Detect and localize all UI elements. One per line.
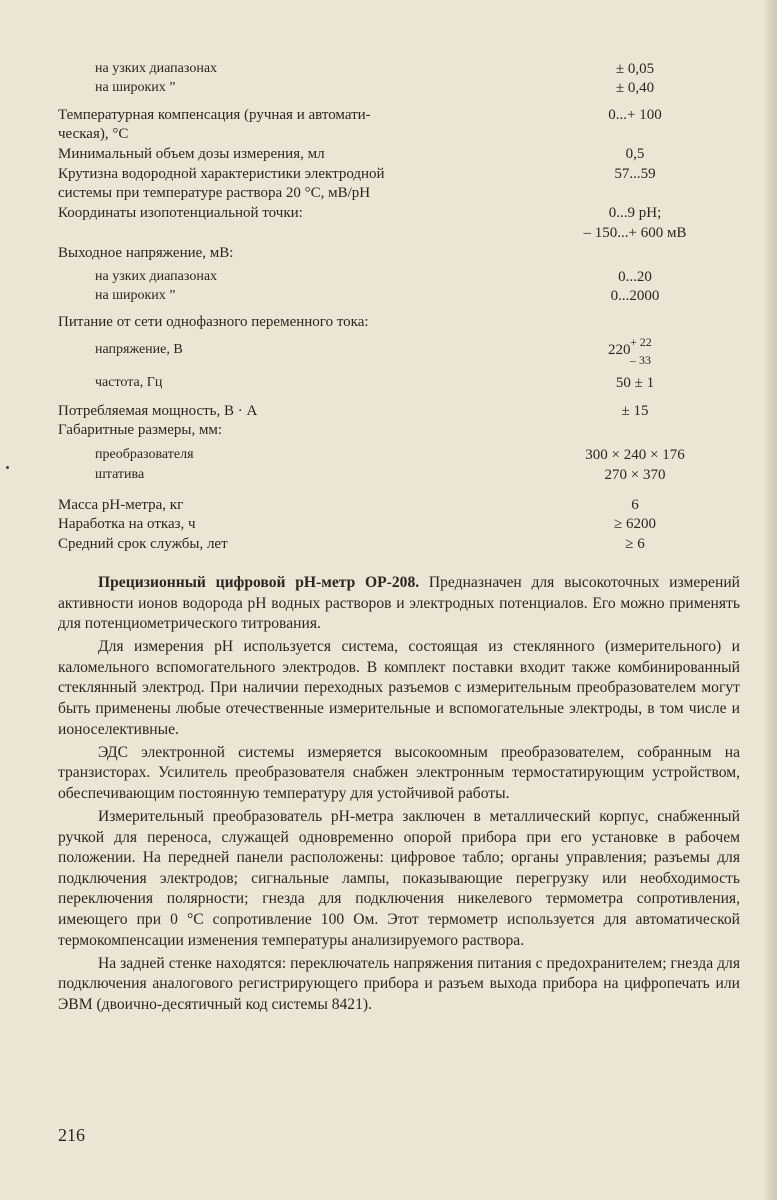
spec-value: 0...2000 [610, 288, 660, 304]
body-text [58, 573, 740, 1018]
spec-label: на широких ” [95, 80, 176, 95]
spec-value: 0...9 pH; [608, 205, 662, 221]
page-edge-shadow [763, 0, 777, 1200]
spec-label: Температурная компенсация (ручная и автомати- [58, 107, 371, 123]
paragraph: На задней стенке находятся: переключатель напряжения питания с предохранителем; гнезда для подключения аналогового регистрирующего прибора и разъем выхода прибора на цифропечать или ЭВМ (двоично-десятичный код системы 8421). [58, 954, 740, 1013]
spec-value: 0,5 [625, 146, 645, 162]
spec-value: 220 [608, 342, 631, 358]
spec-label: Наработка на отказ, ч [58, 516, 196, 532]
spec-label: Минимальный объем дозы измерения, мл [58, 146, 325, 162]
spec-label: частота, Гц [95, 375, 163, 390]
spec-label: преобразователя [95, 447, 194, 462]
paragraph: Измерительный преобразователь pH-метра заключен в металлический корпус, снабженный ручкой для переноса, служащей одновременно опорой прибора при его установке в рабочем положении. На передней панели расположены: цифровое табло; органы управления; разъемы для подключения электродов; сигнальные лампы, показывающие перегрузку или необходимость переключения полярности; гнезда для подключения никелевого термометра сопротивления, имеющего при 0 °С сопротивление 100 Ом. Этот термометр используется для автоматической термокомпенсации изменения температуры анализируемого раствора. [58, 808, 740, 949]
paragraph: Для измерения pH используется система, состоящая из стеклянного (измерительного) и каломельного вспомогательного электродов. В комплект поставки входит также комбинированный стеклянный электрод. При наличии переходных разъемов с измерительным преобразователем могут быть применены любые отечественные измерительные и вспомогательные электроды, в том числе и ионоселективные. [58, 638, 740, 738]
spec-value: 57...59 [614, 166, 656, 182]
spec-label: Масса pH-метра, кг [58, 497, 184, 513]
spec-label: Крутизна водородной характеристики электродной [58, 166, 385, 182]
spec-value: 6 [631, 497, 639, 513]
spec-value: ± 15 [621, 403, 649, 419]
spec-label: Средний срок службы, лет [58, 536, 228, 552]
spec-label: на узких диапазонах [95, 61, 218, 76]
tolerance-plus: + 22 [630, 335, 652, 349]
spec-value: ± 0,40 [615, 80, 655, 96]
paragraph-text: Предназначен для высокоточных измерений активности ионов водорода pH водных растворов и электродных потенциалов. Его можно применять для потенциометрического титрования. [58, 574, 741, 633]
speck [6, 466, 9, 469]
spec-label: напряжение, В [95, 342, 183, 357]
spec-value: ± 0,05 [615, 61, 655, 77]
spec-label: штатива [95, 467, 145, 482]
spec-value: – 150...+ 600 мВ [583, 225, 687, 241]
spec-label: на узких диапазонах [95, 269, 218, 284]
spec-label: системы при температуре раствора 20 °С, мВ/pH [58, 185, 371, 201]
spec-value: ≥ 6200 [614, 516, 656, 532]
paragraph: ЭДС электронной системы измеряется высокоомным преобразователем, собранным на транзисторах. Усилитель преобразователя снабжен электронным термостатирующим устройством, обеспечивающим постоянную температуру для устойчивой работы. [58, 743, 740, 802]
spec-value: 0...+ 100 [608, 107, 662, 123]
spec-value: ≥ 6 [625, 536, 645, 552]
spec-label: Габаритные размеры, мм: [58, 422, 223, 438]
page-number: 216 [58, 1125, 85, 1145]
spec-label: на широких ” [95, 288, 176, 303]
spec-value: 270 × 370 [604, 467, 666, 483]
spec-label: ческая), °С [58, 126, 129, 142]
spec-label: Питание от сети однофазного переменного тока: [58, 314, 369, 330]
spec-label: Потребляемая мощность, В · А [58, 403, 258, 419]
tolerance-minus: – 33 [630, 353, 651, 367]
spec-value: 300 × 240 × 176 [585, 447, 685, 463]
spec-value: 50 ± 1 [615, 375, 655, 391]
spec-value: 0...20 [618, 269, 652, 285]
paragraph [58, 573, 740, 635]
spec-label: Координаты изопотенциальной точки: [58, 205, 303, 221]
spec-label: Выходное напряжение, мВ: [58, 245, 234, 261]
paragraph-heading: Прецизионный цифровой pH-метр OP-208. [98, 574, 420, 591]
